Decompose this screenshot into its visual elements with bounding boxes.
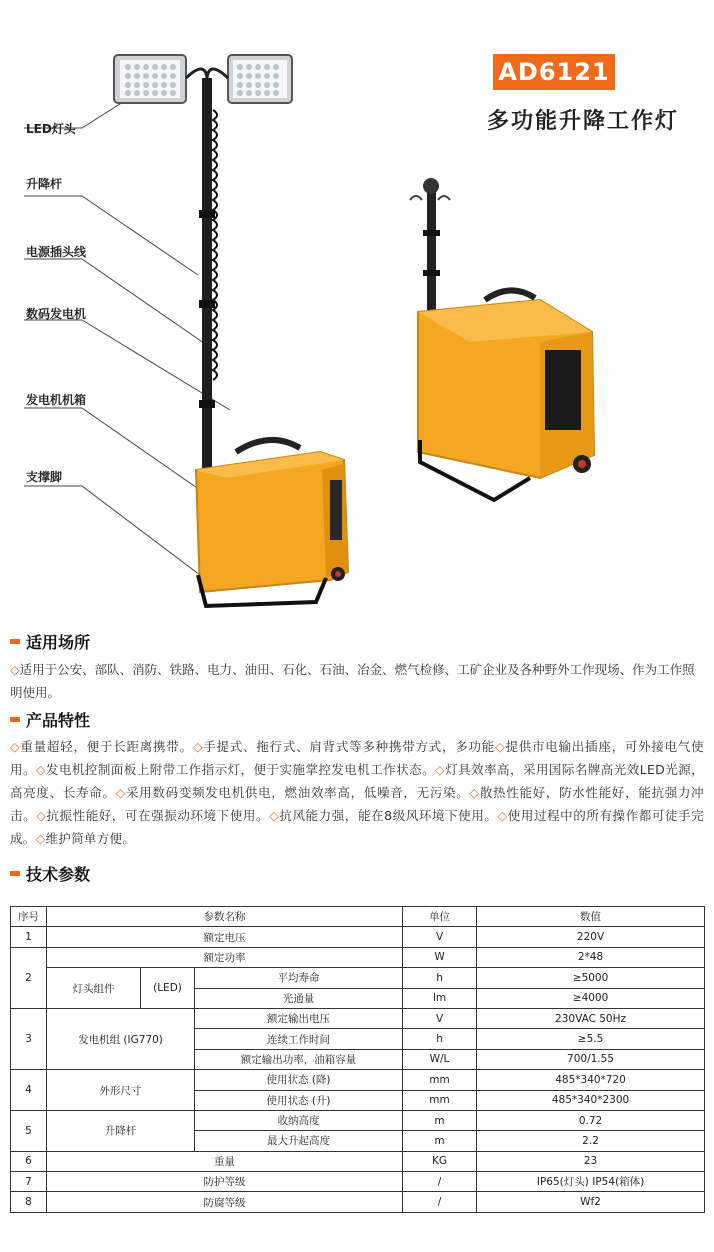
- product-title: 多功能升降工作灯: [487, 109, 680, 134]
- cell-name: 连续工作时间: [195, 1029, 403, 1049]
- feature-item: 维护简单方便。: [45, 831, 136, 846]
- applications-body: 适用于公安、部队、消防、铁路、电力、油田、石化、石油、冶金、燃气检修、工矿企业及各种野外工作现场、作为工作照明使用。: [10, 662, 695, 700]
- cell-name: 额定电压: [47, 927, 403, 947]
- callout-led-head: LED灯头: [26, 122, 76, 136]
- cell-unit: /: [403, 1192, 477, 1212]
- diamond-icon: ◇: [10, 662, 20, 677]
- table-row: [11, 927, 705, 947]
- cell-name: 防护等级: [47, 1172, 403, 1192]
- cell-name: 使用状态 (降): [195, 1070, 403, 1090]
- cell-group-sub: (LED): [141, 968, 195, 1009]
- cell-unit: KG: [403, 1151, 477, 1171]
- callout-legs: 支撑脚: [26, 470, 63, 484]
- cell-value: IP65(灯头) IP54(箱体): [477, 1172, 705, 1192]
- feature-item: 抗振性能好，可在强振动环境下使用。: [46, 808, 270, 823]
- diamond-icon: ◇: [115, 785, 127, 800]
- table-row: [11, 1192, 705, 1212]
- cell-unit: m: [403, 1131, 477, 1151]
- diamond-icon: ◇: [35, 831, 46, 846]
- cell-no: 4: [11, 1070, 47, 1111]
- applications-heading-text: 适用场所: [26, 633, 91, 652]
- feature-item: 发电机控制面板上附带工作指示灯，便于实施掌控发电机工作状态。: [46, 762, 436, 777]
- applications-text: [10, 658, 704, 704]
- diamond-icon: ◇: [435, 762, 446, 777]
- cell-value: Wf2: [477, 1192, 705, 1212]
- cell-name: 防腐等级: [47, 1192, 403, 1212]
- cell-value: ≥5.5: [477, 1029, 705, 1049]
- cell-value: 23: [477, 1151, 705, 1171]
- diamond-icon: ◇: [495, 739, 506, 754]
- cell-name: 重量: [47, 1151, 403, 1171]
- cell-name: 平均寿命: [195, 968, 403, 988]
- cell-unit: W/L: [403, 1049, 477, 1069]
- diamond-icon: ◇: [36, 808, 47, 823]
- cell-name: 使用状态 (升): [195, 1090, 403, 1110]
- feature-item: 使用过程中的所有操作都可徒手完成。: [10, 808, 704, 846]
- lamp-head-right: [228, 55, 292, 103]
- section-marker-icon: [10, 717, 20, 722]
- small-unit: [410, 178, 594, 500]
- section-marker-icon: [10, 871, 20, 876]
- col-header-name: 参数名称: [47, 907, 403, 927]
- cell-group: 灯头组件: [47, 968, 141, 1009]
- cell-no: 6: [11, 1151, 47, 1171]
- lamp-head-left: [114, 55, 186, 103]
- telescopic-pole: [199, 78, 217, 468]
- feature-item: 散热性能好，防水性能好，能抗强力冲击。: [10, 785, 704, 823]
- diamond-icon: ◇: [497, 808, 508, 823]
- cell-no: 3: [11, 1008, 47, 1069]
- specs-heading-text: 技术参数: [26, 865, 91, 884]
- cell-unit: V: [403, 1008, 477, 1028]
- table-row: [11, 1070, 705, 1090]
- table-row: [11, 1008, 705, 1028]
- specs-heading: [10, 862, 90, 885]
- cell-name: 额定输出功率，油箱容量: [195, 1049, 403, 1069]
- col-header-value: 数值: [477, 907, 705, 927]
- generator-case: [196, 440, 348, 592]
- cell-value: 2.2: [477, 1131, 705, 1151]
- cell-name: 收纳高度: [195, 1110, 403, 1130]
- cell-value: 0.72: [477, 1110, 705, 1130]
- feature-item: 采用数码变频发电机供电，燃油效率高，低噪音，无污染。: [126, 785, 470, 800]
- cell-unit: W: [403, 947, 477, 967]
- cell-value: 485*340*720: [477, 1070, 705, 1090]
- cell-value: ≥5000: [477, 968, 705, 988]
- cell-unit: h: [403, 1029, 477, 1049]
- cell-unit: mm: [403, 1070, 477, 1090]
- feature-item: 提供市电输出插座，可外接电气使用。: [10, 739, 704, 777]
- table-row: [11, 1151, 705, 1171]
- diamond-icon: ◇: [192, 739, 204, 754]
- features-heading-text: 产品特性: [26, 711, 91, 730]
- cell-group: 发电机组 (IG770): [47, 1008, 195, 1069]
- applications-heading: [10, 630, 90, 653]
- cell-no: 7: [11, 1172, 47, 1192]
- cell-name: 光通量: [195, 988, 403, 1008]
- feature-item: 重量超轻，便于长距离携带。: [20, 739, 193, 754]
- table-row: [11, 968, 705, 988]
- col-header-no: 序号: [11, 907, 47, 927]
- cell-name: 额定输出电压: [195, 1008, 403, 1028]
- cell-unit: V: [403, 927, 477, 947]
- cell-group: 升降杆: [47, 1110, 195, 1151]
- model-badge: AD6121: [493, 54, 615, 90]
- spec-table: [10, 906, 705, 1213]
- cell-name: 最大升起高度: [195, 1131, 403, 1151]
- diamond-icon: ◇: [469, 785, 480, 800]
- callout-pole: 升降杆: [26, 177, 63, 191]
- diamond-icon: ◇: [269, 808, 280, 823]
- section-marker-icon: [10, 639, 20, 644]
- cell-value: 2*48: [477, 947, 705, 967]
- cell-unit: m: [403, 1110, 477, 1130]
- product-hero: [0, 0, 714, 615]
- cell-value: ≥4000: [477, 988, 705, 1008]
- cell-unit: mm: [403, 1090, 477, 1110]
- cell-value: 700/1.55: [477, 1049, 705, 1069]
- feature-item: 抗风能力强，能在8级风环境下使用。: [279, 808, 498, 823]
- lamp-bracket: [186, 69, 228, 78]
- callout-power-cord: 电源插头线: [26, 245, 87, 259]
- table-row: [11, 1172, 705, 1192]
- col-header-unit: 单位: [403, 907, 477, 927]
- cell-group: 外形尺寸: [47, 1070, 195, 1111]
- product-illustration: [0, 0, 714, 615]
- cell-no: 8: [11, 1192, 47, 1212]
- callout-case: 发电机机箱: [26, 393, 87, 407]
- feature-item: 手提式、拖行式、肩背式等多种携带方式，多功能: [203, 739, 496, 754]
- cell-value: 220V: [477, 927, 705, 947]
- callout-generator: 数码发电机: [26, 307, 87, 321]
- features-heading: [10, 708, 90, 731]
- feature-item: 灯具效率高，采用国际名牌高光效LED光源，高亮度、长寿命。: [10, 762, 704, 800]
- cell-no: 1: [11, 927, 47, 947]
- cell-value: 230VAC 50Hz: [477, 1008, 705, 1028]
- diamond-icon: ◇: [35, 762, 47, 777]
- table-row: [11, 947, 705, 967]
- cell-no: 2: [11, 947, 47, 1008]
- cell-no: 5: [11, 1110, 47, 1151]
- features-text: [10, 735, 704, 850]
- table-row: [11, 1110, 705, 1130]
- table-header-row: [11, 907, 705, 927]
- cell-unit: h: [403, 968, 477, 988]
- cell-unit: /: [403, 1172, 477, 1192]
- cell-unit: lm: [403, 988, 477, 1008]
- cell-name: 额定功率: [47, 947, 403, 967]
- cell-value: 485*340*2300: [477, 1090, 705, 1110]
- diamond-icon: ◇: [10, 739, 21, 754]
